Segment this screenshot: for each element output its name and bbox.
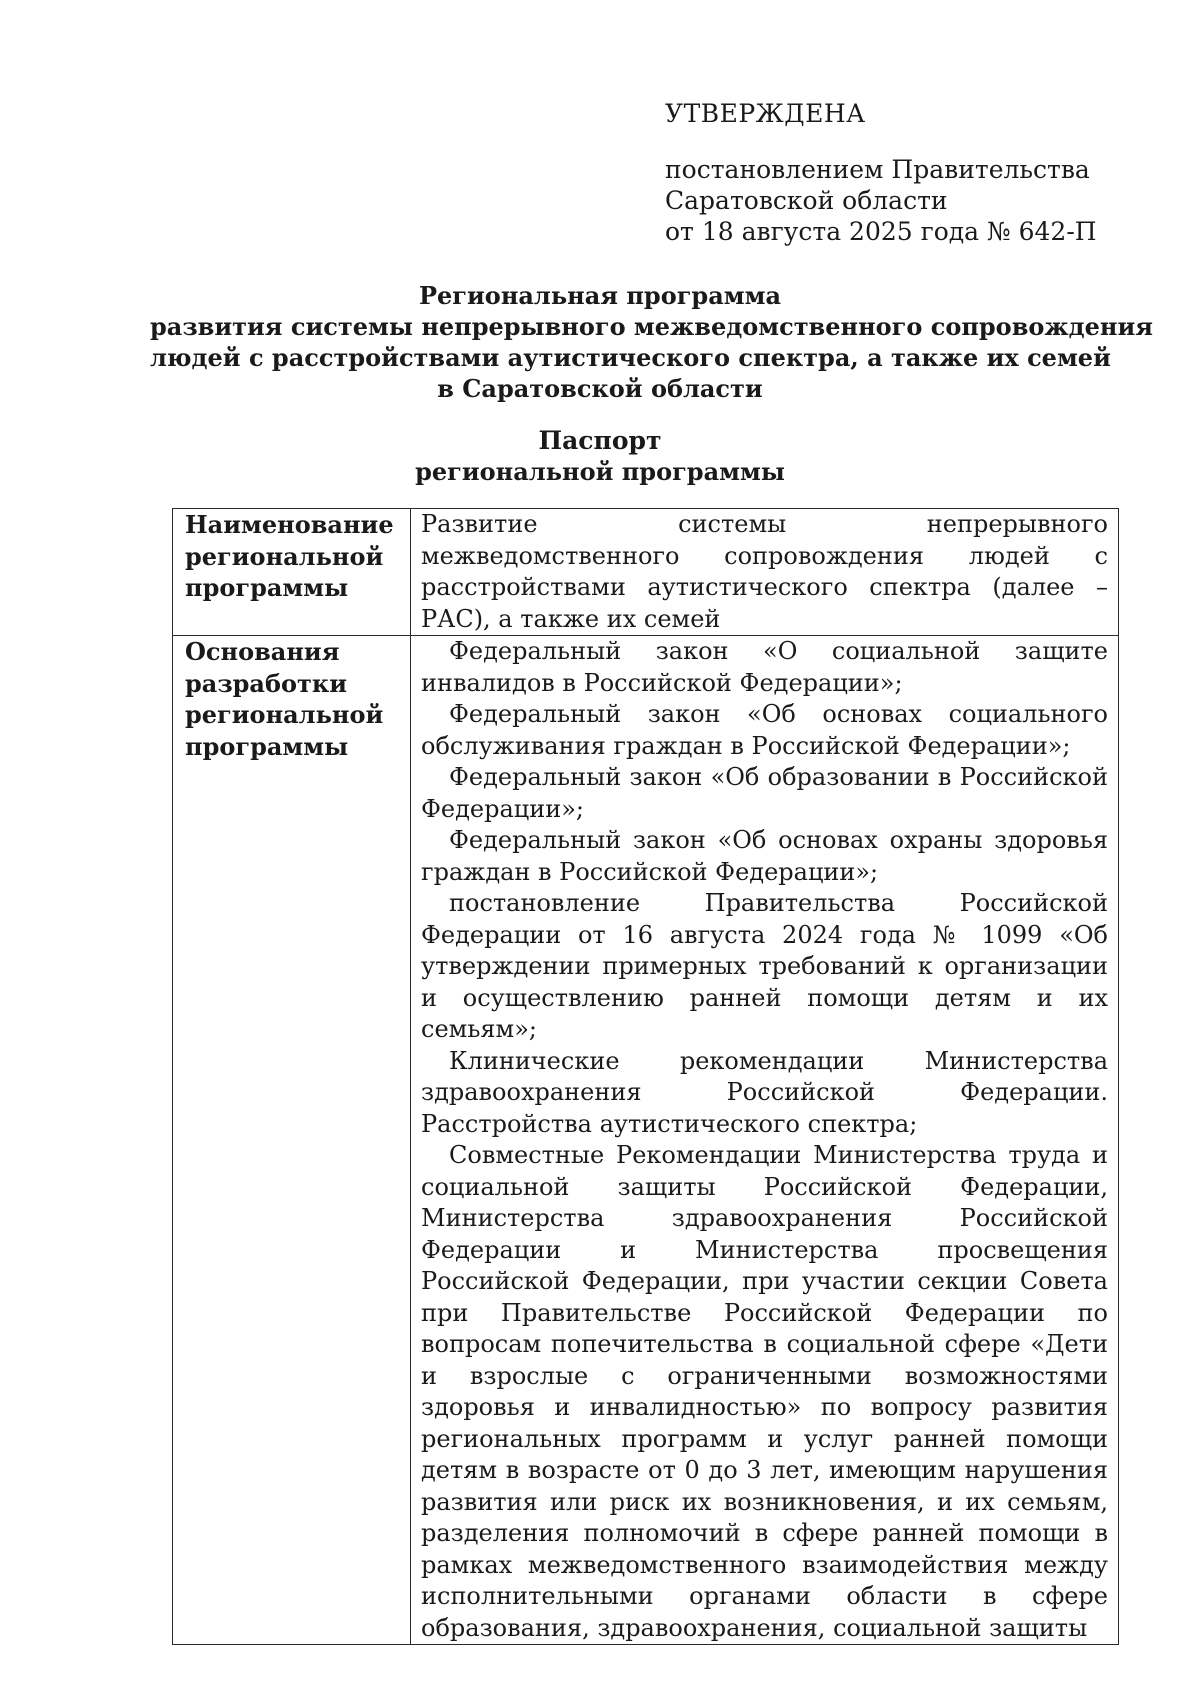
passport-table	[172, 508, 1119, 1645]
row-label-line: Основания	[185, 637, 340, 666]
row-label-cell	[173, 636, 411, 1645]
content-paragraph: Федеральный закон «Об основах социального обслуживания граждан в Российской Федерации»;	[421, 700, 1108, 760]
content-paragraph: Федеральный закон «О социальной защите инвалидов в Российской Федерации»;	[421, 637, 1108, 697]
row-label-line: региональной	[185, 541, 384, 571]
table-row	[173, 636, 1119, 1645]
row-label-line: программы	[185, 573, 349, 602]
approval-line: от 18 августа 2025 года № 642-П	[665, 217, 1097, 246]
row-label-cell	[173, 509, 411, 636]
approval-line: постановлением Правительства	[665, 155, 1090, 184]
row-label-line: региональной	[185, 700, 384, 729]
row-label-line: разработки	[185, 668, 347, 698]
content-paragraph: Федеральный закон «Об основах охраны здоровья граждан в Российской Федерации»;	[421, 826, 1108, 886]
row-content-cell	[411, 636, 1119, 1645]
approval-stamp	[665, 98, 1145, 247]
table-row	[173, 509, 1119, 636]
passport-heading-line: Паспорт	[538, 426, 662, 455]
document-title-line: развития системы непрерывного межведомственного сопровождения	[150, 312, 1153, 341]
content-paragraph: Клинические рекомендации Министерства здравоохранения Российской Федерации. Расстройства аутистического спектра;	[421, 1046, 1108, 1138]
content-paragraph: постановление Правительства Российской Федерации от 16 августа 2024 года № 1099 «Об утверждении примерных требований к организации и осуществлению ранней помощи детям и их семьям»;	[421, 889, 1108, 1043]
document-title-line: Региональная программа	[418, 281, 781, 310]
document-title-line: людей с расстройствами аутистического спектра, а также их семей	[150, 343, 1111, 372]
row-content-cell	[411, 509, 1119, 636]
passport-heading-line: региональной программы	[415, 457, 785, 486]
approval-line: Саратовской области	[665, 186, 948, 215]
content-paragraph: Развитие системы непрерывного межведомственного сопровождения людей с расстройствами аутистического спектра (далее – РАС), а также их семей	[421, 510, 1108, 633]
document-title-line: в Саратовской области	[437, 374, 763, 403]
content-paragraph: Совместные Рекомендации Министерства труда и социальной защиты Российской Федерации, Министерства здравоохранения Российской Федерации и Министерства просвещения Российской Федерации, при участии секции Совета при Правительстве Российской Федерации по вопросам попечительства в социальной сфере «Дети и взрослые с ограниченными возможностями здоровья и инвалидностью» по вопросу развития региональных программ и услуг ранней помощи детям в возрасте от 0 до 3 лет, имеющим нарушения развития или риск их возникновения, и их семьям, разделения полномочий в сфере ранней помощи в рамках межведомственного взаимодействия между исполнительными органами области в сфере образования, здравоохранения, социальной защиты	[421, 1141, 1108, 1642]
approval-title: УТВЕРЖДЕНА	[665, 99, 866, 128]
document-title	[150, 280, 1153, 404]
row-label-line: Наименование	[185, 510, 394, 539]
passport-heading	[150, 425, 1050, 487]
content-paragraph: Федеральный закон «Об образовании в Российской Федерации»;	[421, 763, 1108, 823]
row-label-line: программы	[185, 731, 349, 761]
